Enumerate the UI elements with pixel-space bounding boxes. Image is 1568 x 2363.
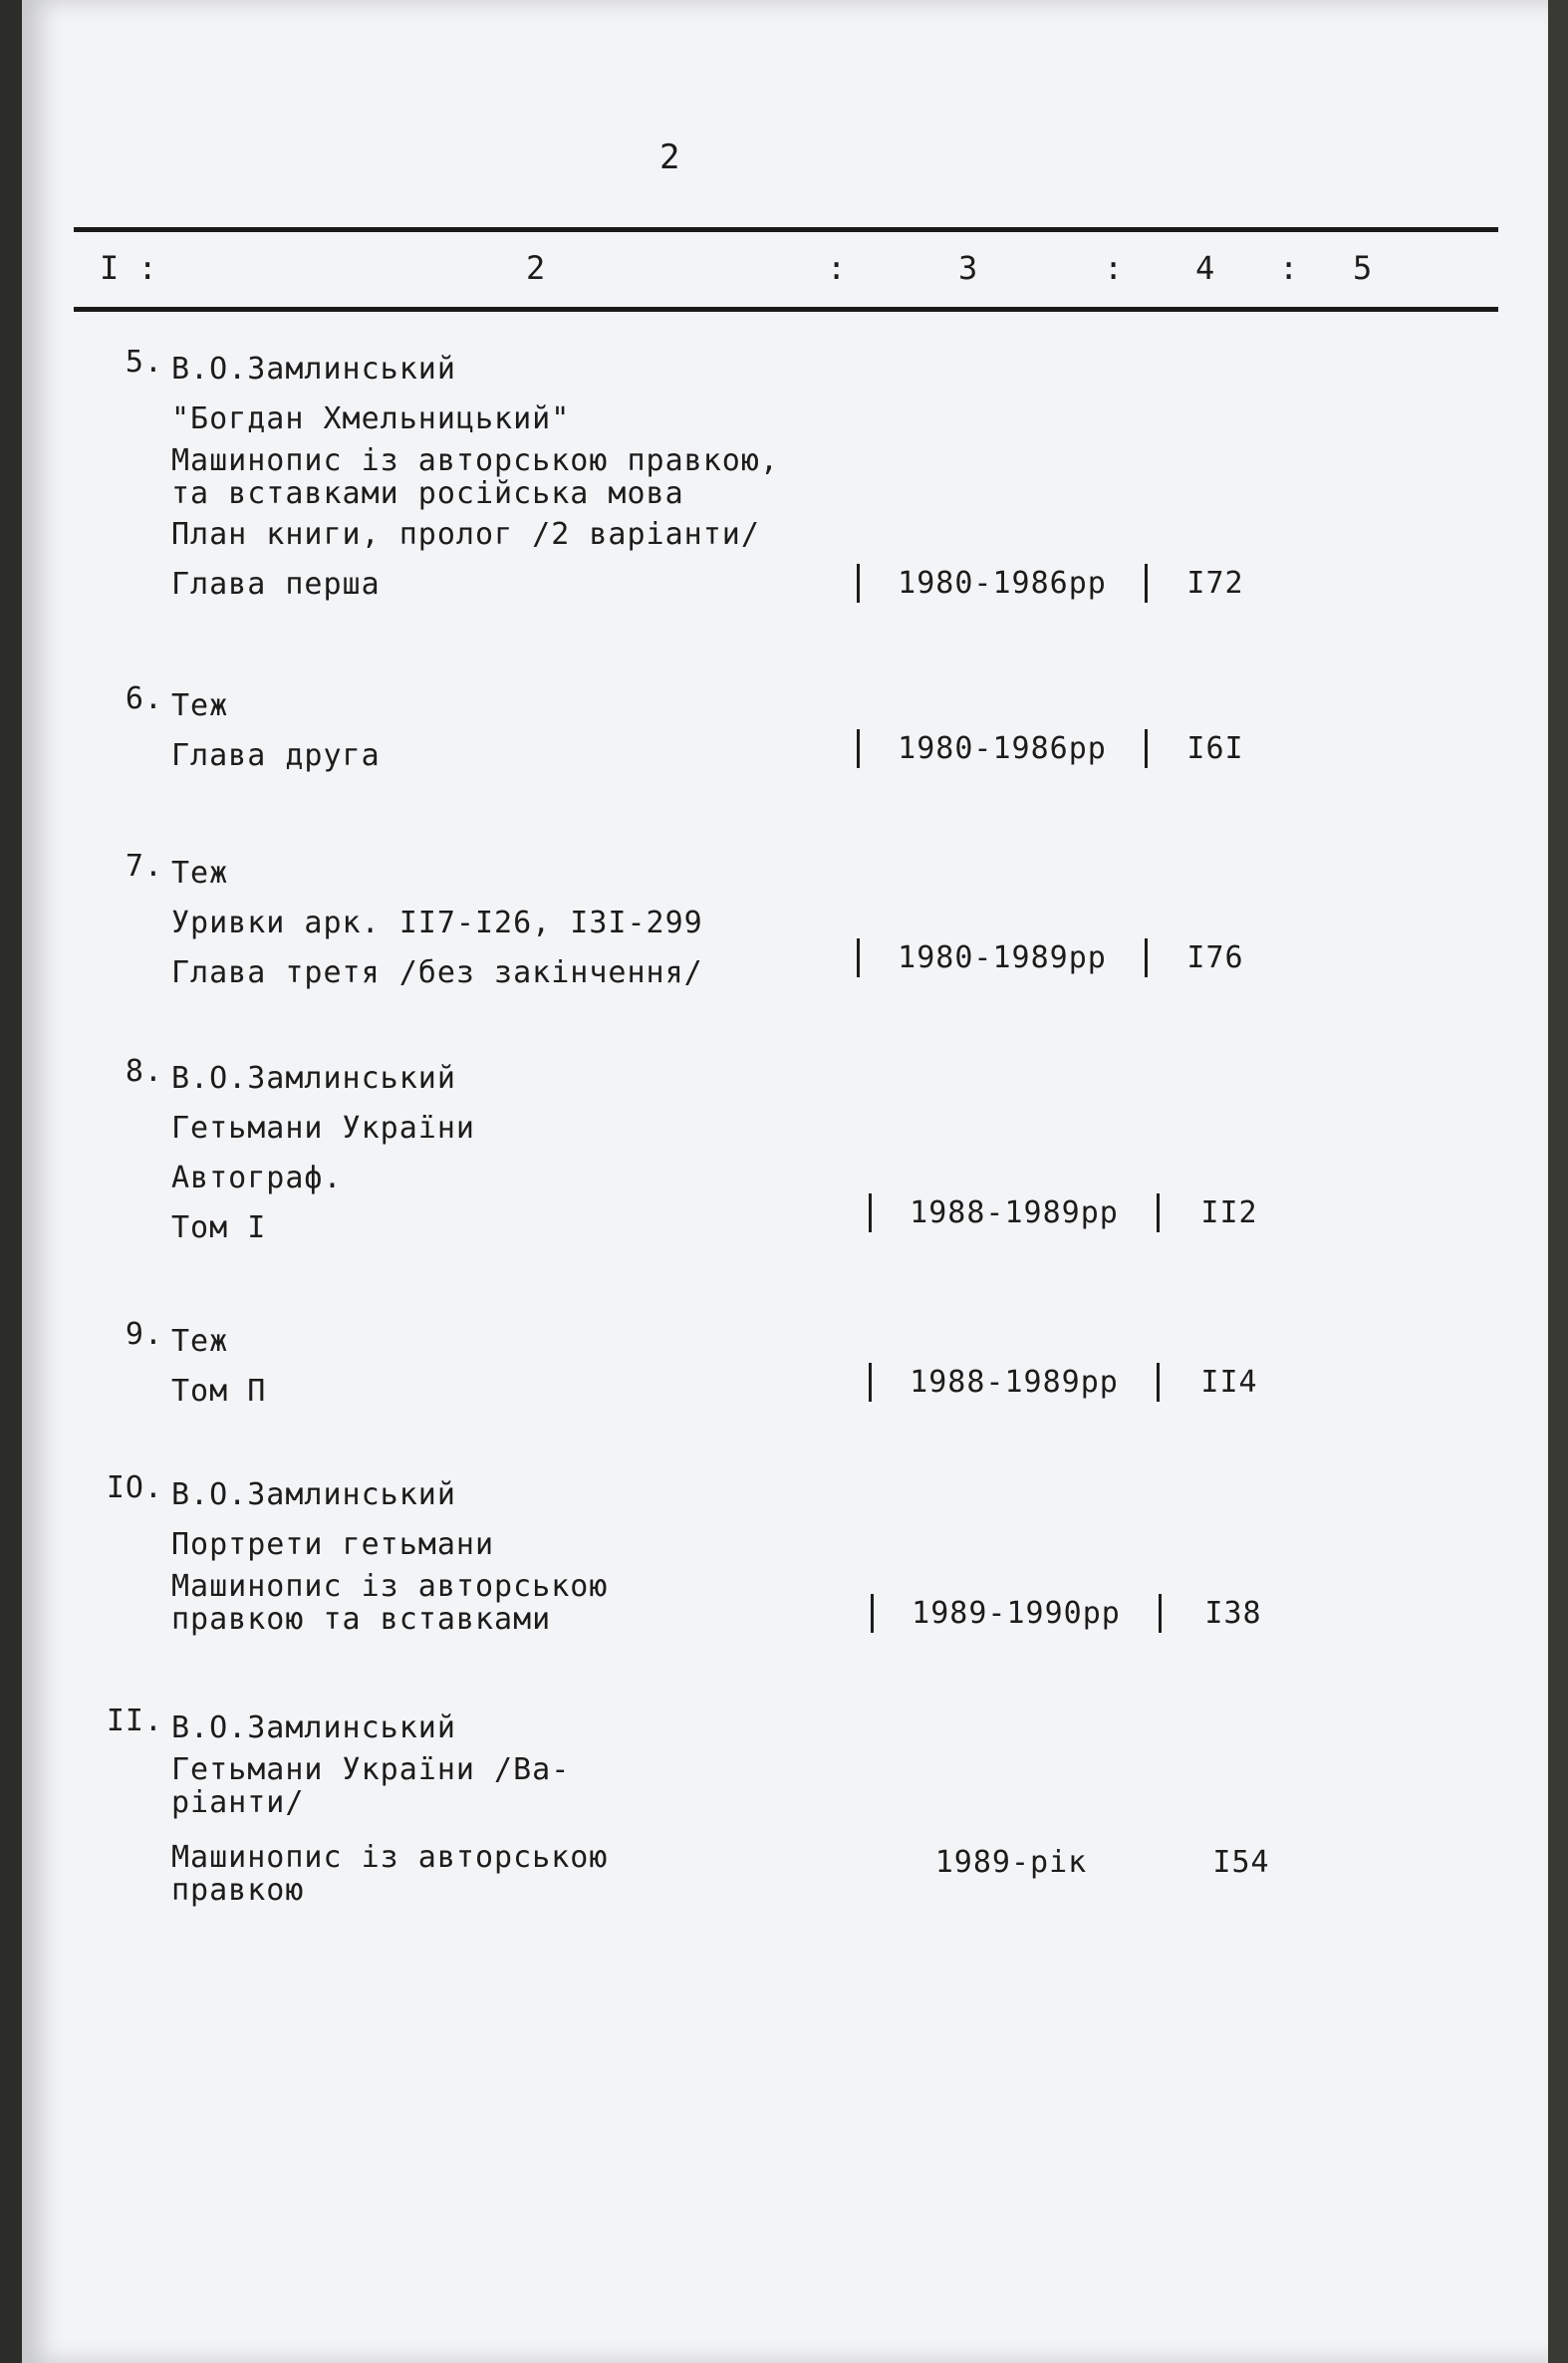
entry-line: Автограф. bbox=[171, 1161, 343, 1195]
entry-line: В.О.Замлинський bbox=[171, 1061, 456, 1096]
page-number: 2 bbox=[659, 137, 680, 177]
entry-line: Машинопис із авторською правкою, bbox=[171, 443, 779, 478]
entry-line: Том П bbox=[171, 1374, 267, 1409]
column-header-1: I : bbox=[100, 249, 157, 287]
entry-dates: 1988-1989рр bbox=[869, 1363, 1160, 1402]
entry-sheet-count: I6I bbox=[1186, 731, 1244, 766]
column-separator: : bbox=[1104, 249, 1124, 287]
entry-sheet-count: II2 bbox=[1200, 1195, 1258, 1230]
entry-line: Глава перша bbox=[171, 567, 381, 602]
entry-line: Уривки арк. II7-I26, I3I-299 bbox=[171, 906, 703, 940]
entry-line: План книги, пролог /2 варіанти/ bbox=[171, 517, 760, 552]
entry-line: Гетьмани України /Ва- bbox=[171, 1752, 571, 1787]
entry-line: В.О.Замлинський bbox=[171, 1710, 456, 1745]
entry-description bbox=[171, 1470, 869, 1636]
entry-line: Глава третя /без закінчення/ bbox=[171, 955, 703, 990]
entry-line: Машинопис із авторською bbox=[171, 1569, 609, 1604]
entry-sheet-count: I76 bbox=[1186, 940, 1244, 975]
entry-number: 7. bbox=[125, 849, 163, 884]
column-header-2: 2 bbox=[526, 249, 546, 287]
entry-number: 9. bbox=[125, 1317, 163, 1352]
entry-sheet-count: I54 bbox=[1212, 1845, 1270, 1880]
entry-line: та вставками російська мова bbox=[171, 476, 684, 511]
entry-line: Глава друга bbox=[171, 738, 381, 773]
entry-description bbox=[171, 681, 869, 781]
entry-number: IO. bbox=[106, 1470, 163, 1505]
entry-line: Теж bbox=[171, 856, 229, 891]
column-separator: : bbox=[827, 249, 847, 287]
entry-sheet-count: II4 bbox=[1200, 1365, 1258, 1400]
entry-line: правкою та вставками bbox=[171, 1602, 552, 1637]
column-header-5: 5 bbox=[1353, 249, 1373, 287]
entry-number: II. bbox=[106, 1704, 163, 1738]
table-header-rule bbox=[74, 307, 1498, 312]
document-page bbox=[22, 0, 1548, 2363]
entry-dates: 1989-рік bbox=[934, 1845, 1088, 1880]
entry-number: 6. bbox=[125, 681, 163, 716]
column-header-3: 3 bbox=[958, 249, 978, 287]
column-separator: : bbox=[1279, 249, 1299, 287]
entry-number: 8. bbox=[125, 1054, 163, 1089]
entry-line: Машинопис із авторською bbox=[171, 1840, 609, 1875]
column-header-4: 4 bbox=[1195, 249, 1215, 287]
entry-line: Том I bbox=[171, 1210, 267, 1245]
entry-line: Гетьмани України bbox=[171, 1111, 475, 1146]
entry-description bbox=[171, 849, 869, 998]
entry-line: "Богдан Хмельницький" bbox=[171, 401, 571, 436]
entry-line: правкою bbox=[171, 1873, 305, 1908]
entry-sheet-count: I38 bbox=[1204, 1596, 1262, 1631]
entry-dates: 1980-1986рр bbox=[857, 564, 1148, 603]
entry-line: Теж bbox=[171, 688, 229, 723]
entry-dates: 1980-1989рр bbox=[857, 938, 1148, 977]
entry-description bbox=[171, 345, 869, 610]
table-top-rule bbox=[74, 227, 1498, 232]
entry-description bbox=[171, 1317, 869, 1417]
entry-line: ріанти/ bbox=[171, 1785, 305, 1820]
entry-sheet-count: I72 bbox=[1186, 566, 1244, 601]
entry-line: В.О.Замлинський bbox=[171, 1477, 456, 1512]
entry-line: Портрети гетьмани bbox=[171, 1527, 495, 1562]
entry-description bbox=[171, 1704, 869, 1907]
entry-line: В.О.Замлинський bbox=[171, 352, 456, 387]
entry-dates: 1988-1989рр bbox=[869, 1193, 1160, 1232]
binding-edge bbox=[0, 0, 22, 2363]
entry-dates: 1989-1990рр bbox=[871, 1594, 1162, 1633]
entry-dates: 1980-1986рр bbox=[857, 729, 1148, 768]
entry-number: 5. bbox=[125, 345, 163, 380]
entry-description bbox=[171, 1054, 869, 1253]
entry-line: Теж bbox=[171, 1324, 229, 1359]
